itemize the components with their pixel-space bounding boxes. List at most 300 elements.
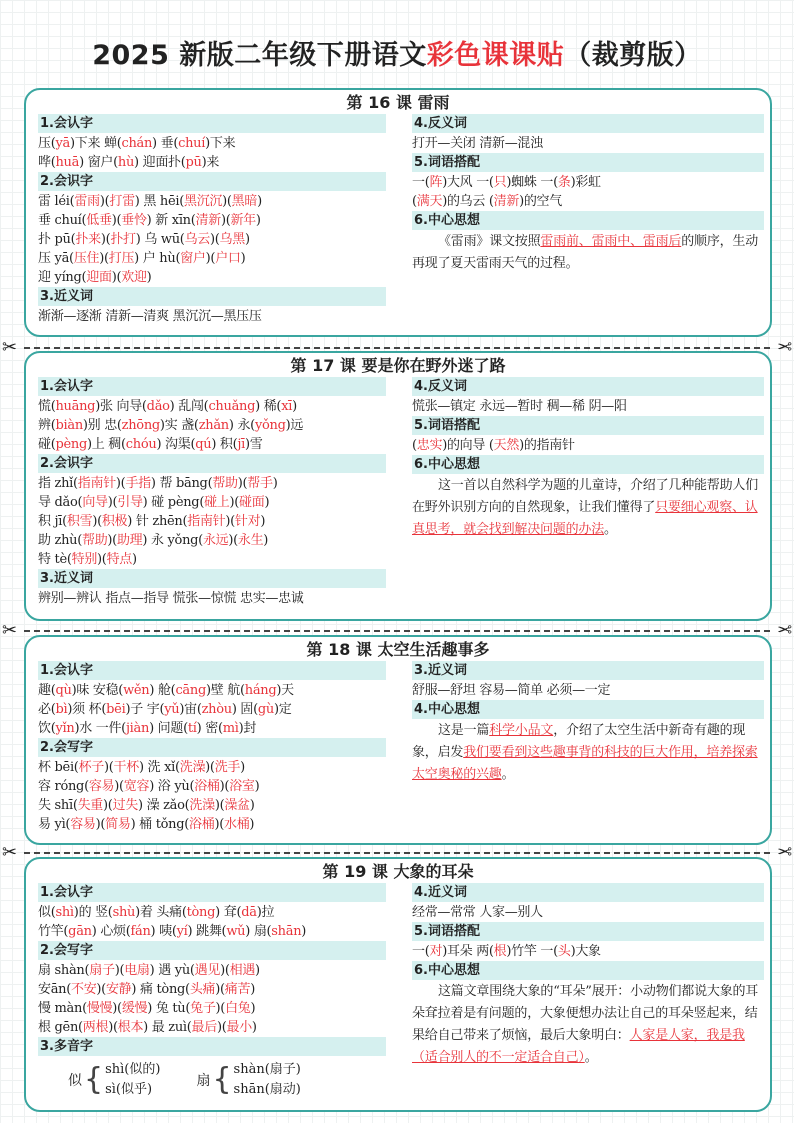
- text-line: [38, 249, 386, 268]
- text-segment: 压(: [38, 136, 56, 151]
- pinyin-or-word-red: 天然: [493, 438, 520, 453]
- text-line: [38, 681, 386, 700]
- text-line: [38, 1018, 386, 1037]
- pinyin-or-word-red: 垂怜: [121, 213, 147, 228]
- pinyin-or-word-red: 遇见: [194, 963, 221, 978]
- pinyin-or-word-red: yǒng: [254, 418, 286, 433]
- lesson-title-text: 第 16 课 雷雨: [346, 93, 450, 112]
- title-part-3: （裁剪版）: [564, 40, 702, 71]
- text-segment: ): [301, 924, 307, 939]
- text-segment: 。: [584, 1050, 598, 1065]
- text-segment: ) 稀(: [255, 399, 282, 414]
- text-segment: ): [244, 232, 250, 247]
- pinyin-or-word-red: 积极: [101, 514, 128, 529]
- text-line: [412, 436, 764, 455]
- lesson-card: [24, 351, 772, 621]
- pinyin-or-word-red: 阵: [429, 175, 443, 190]
- pinyin-or-word-red: 最后: [191, 1020, 217, 1035]
- text-segment: )竹竿 一(: [506, 944, 558, 959]
- pinyin-or-word-red: 乌黑: [219, 232, 245, 247]
- pinyin-or-word-red: 帮助: [82, 533, 108, 548]
- pinyin-or-word-red: mì: [222, 721, 239, 736]
- text-segment: 慌(: [38, 399, 56, 414]
- text-segment: ) 户 hù(: [134, 251, 181, 266]
- text-segment: )水 一件(: [74, 721, 126, 736]
- text-line: [38, 589, 386, 608]
- left-column: [38, 114, 386, 326]
- pinyin-or-word-red: jī: [237, 437, 245, 452]
- pinyin-or-word-red: 浴室: [229, 779, 255, 794]
- scissors-icon: ✂: [776, 337, 792, 358]
- pinyin-or-word-red: 洗澡: [179, 760, 206, 775]
- text-segment: )(: [215, 1001, 226, 1016]
- pinyin-or-word-red: wǔ: [226, 924, 246, 939]
- left-column: [38, 377, 386, 608]
- brace-symbol: {: [84, 1062, 104, 1097]
- pinyin-or-word-red: 扑来: [75, 232, 101, 247]
- text-segment: ) 帮 bāng(: [150, 476, 213, 491]
- text-segment: )(: [103, 760, 114, 775]
- text-segment: )彩虹: [570, 175, 601, 190]
- pinyin-or-word-red: yǐn: [55, 721, 75, 736]
- text-segment: ): [257, 194, 262, 209]
- scissors-icon: ✂: [776, 620, 792, 641]
- text-segment: )张 向导(: [95, 399, 147, 414]
- pinyin-or-word-red: 打压: [108, 251, 135, 266]
- text-line: [38, 700, 386, 719]
- text-segment: )(: [107, 495, 118, 510]
- text-segment: )(: [222, 194, 232, 209]
- text-segment: ) 洗 xǐ(: [138, 760, 180, 775]
- pinyin-or-word-red: 碰上: [204, 495, 230, 510]
- text-segment: )着 头痛(: [135, 905, 187, 920]
- text-segment: ): [249, 817, 255, 832]
- pinyin-or-word-red: 向导: [82, 495, 108, 510]
- section-heading: 5.词语搭配: [412, 153, 764, 172]
- text-segment: )下来: [205, 136, 236, 151]
- summary-paragraph: [412, 475, 764, 541]
- polyphone-readings: [105, 1060, 160, 1100]
- pinyin-or-word-red: 痛苦: [224, 982, 251, 997]
- pinyin-or-word-red: 窗户: [180, 251, 206, 266]
- text-line: [38, 719, 386, 738]
- polyphone-reading: sì(似乎): [105, 1082, 153, 1097]
- pinyin-or-word-red: chuí: [178, 136, 206, 151]
- text-segment: ) 乌 wū(: [135, 232, 185, 247]
- pinyin-or-word-red: 引导: [117, 495, 143, 510]
- pinyin-or-word-red: 手指: [125, 476, 151, 491]
- text-segment: )味 安稳(: [71, 683, 124, 698]
- polyphone-group: [68, 1057, 386, 1103]
- pinyin-or-word-red: gān: [68, 924, 92, 939]
- text-line: [38, 474, 386, 493]
- pinyin-or-word-red: 助理: [116, 533, 143, 548]
- text-line: [38, 493, 386, 512]
- text-segment: )大风 一(: [442, 175, 494, 190]
- pinyin-or-word-red: 户口: [215, 251, 241, 266]
- text-segment: 雷 léi(: [38, 194, 75, 209]
- pinyin-or-word-red: biàn: [55, 418, 83, 433]
- text-line: [412, 942, 764, 961]
- text-segment: )(: [237, 476, 248, 491]
- text-segment: )(: [99, 251, 109, 266]
- pinyin-or-word-red: xī: [281, 399, 293, 414]
- text-segment: ) 乱闯(: [169, 399, 209, 414]
- text-segment: ) 兔 tù(: [147, 1001, 191, 1016]
- summary-paragraph: [412, 720, 764, 786]
- right-column: [412, 114, 764, 275]
- text-segment: )(: [107, 533, 117, 548]
- text-segment: )(: [225, 514, 235, 529]
- text-line: [38, 416, 386, 435]
- text-segment: 迎 yíng(: [38, 270, 87, 285]
- text-segment: ) 窗户(: [79, 155, 118, 170]
- text-segment: 这一首以自然科学为题的儿童诗，介绍了几种能帮助人们在野外识别方向的自然现象，让我们懂得了: [412, 478, 759, 515]
- pinyin-or-word-red: yā: [55, 136, 70, 151]
- text-segment: 舒服—舒坦 容易—简单 必须—一定: [412, 683, 611, 698]
- text-line: [38, 230, 386, 249]
- text-segment: )(: [229, 495, 240, 510]
- text-segment: ): [146, 270, 152, 285]
- pinyin-or-word-red: tí: [187, 721, 197, 736]
- text-segment: )壁 航(: [205, 683, 245, 698]
- pinyin-or-word-red: zhǎn: [198, 418, 229, 433]
- summary-paragraph: [412, 231, 764, 275]
- text-segment: ): [264, 495, 270, 510]
- left-column: [38, 883, 386, 1103]
- pinyin-or-word-red: 扑打: [110, 232, 136, 247]
- pinyin-or-word-red: 低垂: [86, 213, 112, 228]
- pinyin-or-word-red: huā: [55, 155, 80, 170]
- scissors-icon: ✂: [2, 620, 18, 641]
- text-segment: ): [255, 213, 261, 228]
- pinyin-or-word-red: 只: [493, 175, 507, 190]
- text-segment: )(: [99, 194, 110, 209]
- pinyin-or-word-red: 头痛: [189, 982, 216, 997]
- pinyin-or-word-red: 打雷: [109, 194, 135, 209]
- text-segment: )(: [220, 213, 231, 228]
- pinyin-or-word-red: bēi: [106, 702, 126, 717]
- polyphone-reading: shì(似的): [105, 1062, 161, 1077]
- text-segment: 易 yì(: [38, 817, 71, 832]
- text-segment: )(: [96, 982, 106, 997]
- text-segment: ) 针 zhēn(: [127, 514, 188, 529]
- text-line: [38, 512, 386, 531]
- text-segment: 竹竿(: [38, 924, 69, 939]
- text-segment: )(: [111, 270, 122, 285]
- section-heading: 5.词语搭配: [412, 922, 764, 941]
- text-segment: ): [255, 963, 260, 978]
- text-segment: )实 盏(: [159, 418, 199, 433]
- lesson-title-text: 第 19 课 大象的耳朵: [322, 862, 474, 881]
- text-segment: 。: [604, 522, 617, 537]
- text-segment: 安ān(: [38, 982, 71, 997]
- pinyin-or-word-red: zhòu: [201, 702, 232, 717]
- text-segment: )的乌云 (: [442, 194, 494, 209]
- pinyin-or-word-red: 清新: [195, 213, 221, 228]
- text-segment: )下来 蝉(: [69, 136, 122, 151]
- text-segment: )(: [92, 514, 102, 529]
- section-heading: 6.中心思想: [412, 961, 764, 980]
- text-segment: 扑 pū(: [38, 232, 76, 247]
- text-segment: (: [412, 438, 417, 453]
- text-segment: ): [251, 1020, 257, 1035]
- pinyin-or-word-red: fán: [130, 924, 151, 939]
- text-segment: )(: [209, 232, 220, 247]
- dashed-divider: [24, 347, 770, 349]
- dashed-divider: [24, 852, 770, 854]
- pinyin-or-word-red: 两根: [82, 1020, 109, 1035]
- underlined-key-text: 科学小品文: [489, 723, 554, 738]
- pinyin-or-word-red: 条: [557, 175, 571, 190]
- pinyin-or-word-red: bì: [55, 702, 68, 717]
- pinyin-or-word-red: shān: [271, 924, 302, 939]
- pinyin-or-word-red: 兔子: [190, 1001, 216, 1016]
- text-line: [38, 815, 386, 834]
- pinyin-or-word-red: 水桶: [224, 817, 250, 832]
- section-heading: 3.近义词: [38, 287, 386, 306]
- text-segment: )的空气: [519, 194, 562, 209]
- pinyin-or-word-red: 永生: [237, 533, 264, 548]
- text-segment: ): [240, 251, 246, 266]
- pinyin-or-word-red: 雷雨: [74, 194, 100, 209]
- text-segment: 似(: [38, 905, 56, 920]
- text-segment: 一(: [412, 175, 430, 190]
- pinyin-or-word-red: shù: [112, 905, 136, 920]
- underlined-key-text: 我们要看到这些趣事背的科技的巨大作用，培养探索太空奥秘的兴趣: [412, 745, 758, 782]
- lesson-title-text: 第 18 课 太空生活趣事多: [306, 640, 490, 659]
- title-part-highlight: 彩色课课贴: [426, 40, 565, 71]
- section-heading: 3.近义词: [412, 661, 764, 680]
- pinyin-or-word-red: 简易: [105, 817, 131, 832]
- pinyin-or-word-red: 根本: [117, 1020, 144, 1035]
- pinyin-or-word-red: pū: [185, 155, 202, 170]
- text-segment: 。: [501, 767, 515, 782]
- pinyin-or-word-red: 失重: [77, 798, 104, 813]
- text-line: [412, 681, 764, 700]
- text-segment: )的指南针: [519, 438, 575, 453]
- pinyin-or-word-red: jiàn: [125, 721, 150, 736]
- text-segment: 指 zhǐ(: [38, 476, 78, 491]
- section-heading: 3.多音字: [38, 1037, 386, 1056]
- pinyin-or-word-red: 指南针: [77, 476, 116, 491]
- text-segment: 经常—常常 人家—别人: [412, 905, 543, 920]
- pinyin-or-word-red: 欢迎: [121, 270, 147, 285]
- section-heading: 1.会认字: [38, 661, 386, 680]
- pinyin-or-word-red: 积雪: [66, 514, 93, 529]
- pinyin-or-word-red: tòng: [186, 905, 216, 920]
- text-segment: 辨(: [38, 418, 56, 433]
- pinyin-or-word-red: 缓慢: [121, 1001, 148, 1016]
- pinyin-or-word-red: 白兔: [225, 1001, 251, 1016]
- pinyin-or-word-red: 特点: [106, 552, 132, 567]
- text-line: [38, 211, 386, 230]
- underlined-key-text: 只要细心观察、认真思考，就会找到解决问题的办法: [412, 500, 758, 537]
- text-segment: ，介绍了太空生活中新奇有趣的现象，启发: [412, 723, 746, 760]
- text-segment: ) 密(: [196, 721, 223, 736]
- pinyin-or-word-red: yí: [176, 924, 188, 939]
- right-column: [412, 661, 764, 786]
- text-segment: ): [272, 476, 278, 491]
- pinyin-or-word-red: chán: [121, 136, 153, 151]
- lesson-card: [24, 635, 772, 845]
- text-segment: ) 跳舞(: [187, 924, 227, 939]
- pinyin-or-word-red: 帮手: [247, 476, 273, 491]
- pinyin-or-word-red: dā: [241, 905, 257, 920]
- text-segment: )(: [100, 232, 111, 247]
- left-column: [38, 661, 386, 834]
- polyphone-reading: shàn(扇子): [233, 1062, 301, 1077]
- text-segment: 辨别—辨认 指点—指导 慌张—惊慌 忠实—忠诚: [38, 591, 304, 606]
- text-segment: )(: [216, 1020, 227, 1035]
- text-segment: )(: [108, 1020, 118, 1035]
- text-segment: ) 永(: [228, 418, 255, 433]
- text-segment: 的顺序，生动再现了夏天雷雨天气的过程。: [412, 234, 759, 271]
- text-segment: 杯 bēi(: [38, 760, 79, 775]
- text-segment: )(: [103, 798, 113, 813]
- section-heading: 3.近义词: [38, 569, 386, 588]
- text-line: [412, 192, 764, 211]
- text-segment: ) 积(: [211, 437, 238, 452]
- text-line: [38, 777, 386, 796]
- text-line: [38, 980, 386, 999]
- pinyin-or-word-red: 根: [493, 944, 507, 959]
- pinyin-or-word-red: 忠实: [416, 438, 443, 453]
- pinyin-or-word-red: 过失: [112, 798, 138, 813]
- text-segment: ): [260, 514, 266, 529]
- scissors-icon: ✂: [2, 337, 18, 358]
- section-heading: 4.近义词: [412, 883, 764, 902]
- lesson-title: [26, 355, 770, 376]
- text-segment: )大象: [570, 944, 601, 959]
- lesson-title: [26, 639, 770, 660]
- pinyin-or-word-red: 清新: [493, 194, 520, 209]
- pinyin-or-word-red: 黑暗: [231, 194, 258, 209]
- text-segment: ) 沟渠(: [156, 437, 196, 452]
- text-segment: ): [250, 982, 255, 997]
- pinyin-or-word-red: 浴桶: [189, 817, 215, 832]
- pinyin-or-word-red: gù: [257, 702, 275, 717]
- brace-symbol: {: [212, 1062, 232, 1097]
- pinyin-or-word-red: 新年: [230, 213, 256, 228]
- text-segment: 哗(: [38, 155, 56, 170]
- text-line: [38, 531, 386, 550]
- text-segment: ) 遇 yù(: [149, 963, 195, 978]
- text-segment: 垂 chuí(: [38, 213, 87, 228]
- text-segment: 渐渐—逐渐 清新—清爽 黑沉沉—黑压压: [38, 309, 262, 324]
- text-line: [412, 173, 764, 192]
- pinyin-or-word-red: 迎面: [86, 270, 112, 285]
- text-segment: )(: [95, 817, 106, 832]
- text-segment: ) 耷(: [215, 905, 242, 920]
- summary-paragraph: [412, 981, 764, 1069]
- text-segment: 特 tè(: [38, 552, 72, 567]
- text-segment: ) 永 yǒng(: [142, 533, 203, 548]
- text-segment: 慢 màn(: [38, 1001, 87, 1016]
- text-segment: 这篇文章围绕大象的“耳朵”展开：小动物们都说大象的耳朵耷拉着是有问题的，大象便想办法让自己的耳朵竖起来，结果给自己带来了烦恼，最后大象明白：: [412, 984, 759, 1043]
- text-line: [412, 903, 764, 922]
- pinyin-or-word-red: 针对: [234, 514, 261, 529]
- right-column: [412, 377, 764, 541]
- text-segment: 一(: [412, 944, 430, 959]
- text-segment: ) 最 zuì(: [143, 1020, 192, 1035]
- text-segment: ) 新 xīn(: [146, 213, 196, 228]
- text-segment: )拉: [256, 905, 275, 920]
- text-segment: ) 桶 tǒng(: [130, 817, 190, 832]
- text-segment: )(: [214, 817, 224, 832]
- text-segment: ) 舱(: [149, 683, 176, 698]
- title-part-1: 2025 新版二年级下册语文: [92, 40, 427, 71]
- text-segment: ) 垂(: [152, 136, 179, 151]
- pinyin-or-word-red: 指南针: [187, 514, 226, 529]
- text-line: [38, 922, 386, 941]
- section-heading: 2.会识字: [38, 454, 386, 473]
- text-segment: 压 yā(: [38, 251, 74, 266]
- text-segment: )(: [205, 251, 216, 266]
- pinyin-or-word-red: yǔ: [164, 702, 180, 717]
- text-segment: )上 稠(: [87, 437, 126, 452]
- section-heading: 2.会写字: [38, 941, 386, 960]
- text-segment: )(: [214, 798, 225, 813]
- text-line: [38, 550, 386, 569]
- text-segment: )(: [219, 779, 230, 794]
- pinyin-or-word-red: dǎo: [146, 399, 170, 414]
- section-heading: 1.会认字: [38, 114, 386, 133]
- underlined-key-text: 雷雨前、雷雨中、雷雨后: [540, 234, 682, 249]
- text-segment: 打开—关闭 清新—混浊: [412, 136, 543, 151]
- text-segment: ) 咦(: [150, 924, 177, 939]
- underlined-key-text: 人家是人家，我是我（适合别人的不一定适合自己）: [412, 1028, 745, 1065]
- polyphone-item: [68, 1060, 160, 1100]
- pinyin-or-word-red: 对: [429, 944, 443, 959]
- text-segment: )远: [285, 418, 304, 433]
- text-segment: )子 宇(: [125, 702, 165, 717]
- pinyin-or-word-red: 不安: [71, 982, 97, 997]
- polyphone-char: 似: [68, 1073, 82, 1089]
- dashed-divider: [24, 630, 770, 632]
- text-segment: )(: [114, 963, 125, 978]
- text-segment: ) 痛 tòng(: [131, 982, 190, 997]
- text-segment: 趣(: [38, 683, 56, 698]
- pinyin-or-word-red: 相遇: [229, 963, 256, 978]
- text-line: [38, 153, 386, 172]
- pinyin-or-word-red: qù: [55, 683, 72, 698]
- polyphone-readings: [234, 1060, 301, 1100]
- section-heading: 2.会识字: [38, 172, 386, 191]
- text-line: [412, 397, 764, 416]
- pinyin-or-word-red: 黑沉沉: [184, 194, 223, 209]
- text-segment: )耳朵 两(: [442, 944, 494, 959]
- pinyin-or-word-red: zhōng: [121, 418, 160, 433]
- text-segment: 积 jī(: [38, 514, 67, 529]
- text-segment: ): [131, 552, 137, 567]
- pinyin-or-word-red: cāng: [175, 683, 206, 698]
- text-segment: )别 忠(: [82, 418, 122, 433]
- text-line: [38, 307, 386, 326]
- lesson-card: [24, 857, 772, 1112]
- text-line: [38, 796, 386, 815]
- section-heading: 1.会认字: [38, 883, 386, 902]
- pinyin-or-word-red: 扇子: [89, 963, 115, 978]
- pinyin-or-word-red: 澡盆: [224, 798, 250, 813]
- pinyin-or-word-red: 杯子: [78, 760, 104, 775]
- pinyin-or-word-red: 压住: [73, 251, 100, 266]
- text-line: [38, 397, 386, 416]
- text-segment: ) 黑 hēi(: [134, 194, 185, 209]
- pinyin-or-word-red: huāng: [55, 399, 96, 414]
- text-segment: 失 shī(: [38, 798, 78, 813]
- pinyin-or-word-red: háng: [244, 683, 277, 698]
